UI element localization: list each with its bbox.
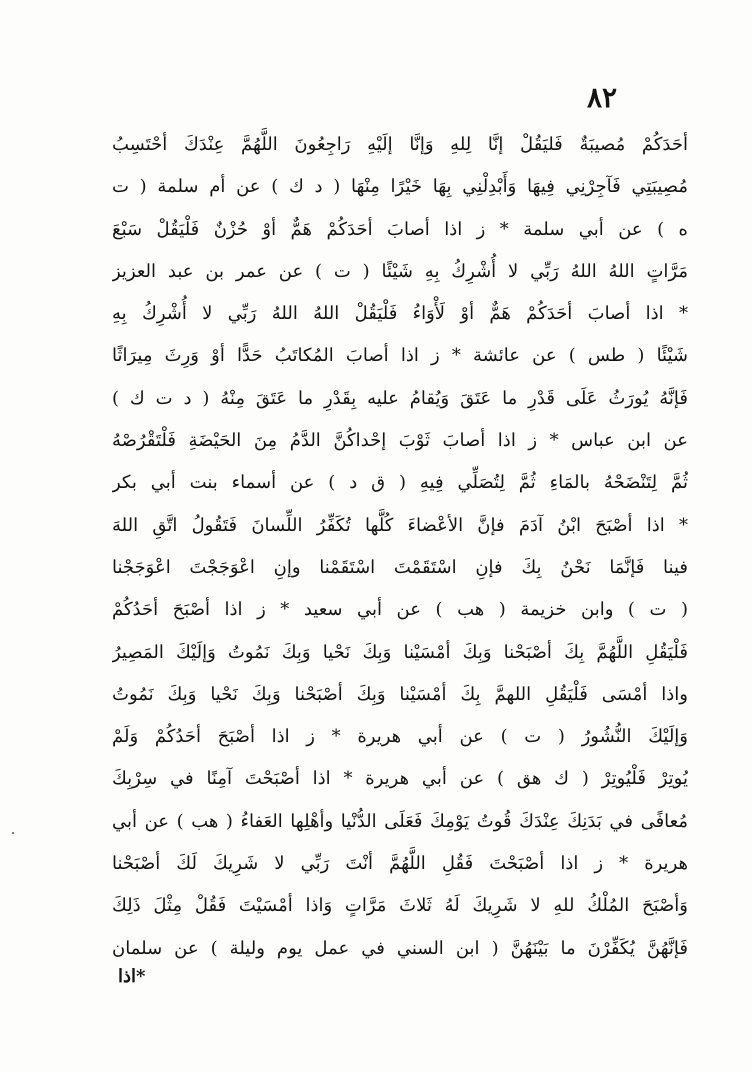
text-line: فينا فَإنَّمَا نَحْنُ بِكَ فإنِ اسْتَقَمْتَ اسْتَقَمْنا وإنِ اعْوَجَجْتَ اعْوَجَجْنا (112, 556, 688, 578)
text-line: ه ) عن أبي سلمة * ز اذا أصابَ أحَدَكُمْ هَمٌّ أوْ حُزْنٌ فَلْيَقُلْ سَبْعَ (112, 218, 688, 240)
text-line: وَإلَيْكَ النُّشُورُ ( ت ) عن أبي هريرة * ز اذا أصْبَحَ أحَدُكُمْ وَلَمْ (112, 726, 688, 748)
text-line: مَرَّاتٍ اللهُ اللهُ رَبِّي لا أُشْرِكُ بِهِ شَيْئًا ( ت ) عن عمر بن عبد العزيز (112, 260, 688, 282)
text-line: أحَدَكُمْ مُصيبَةٌ فَليَقُلْ إنَّا لِلهِ وَإنَّا إلَيْهِ رَاجِعُونَ اللَّهُمَّ عِنْدَكَ أحْتَسِبُ (112, 134, 688, 155)
text-line: واذا أمْسَى فَلْيَقُلِ اللهمَّ بِكَ أمْسَيْنا وَبِكَ أصْبَحْنا وَبِكَ نَحْيا وَبِكَ نَمُوتُ (112, 683, 688, 705)
catchword: *اذا (118, 966, 146, 987)
text-line: يُوتِرْ فَلْيُوتِرْ ( ك هق ) عن أبي هريرة * اذا أصْبَحْتَ آمِنًا في سِرْبِكَ (112, 768, 688, 790)
body-text (112, 124, 688, 970)
text-line: مُعافًى في بَدَنِكَ عِنْدَكَ قُوتُ يَوْمِكَ فَعَلَى الدُّنْيا وأهْلِها العَفاءُ ( هب ) عن أبي (112, 810, 688, 832)
paper-speck (12, 832, 14, 834)
text-line: هريرة * ز اذا أصْبَحْتَ فَقُلِ اللَّهُمَّ أنْتَ رَبِّي لا شَرِيكَ لَكَ أصْبَحْنا (112, 853, 688, 875)
text-line: فَإنَّهُنَّ يُكَفِّرْنَ ما بَيْنَهُنَّ ( ابن السني في عمل يوم وليلة ) عن سلمان (112, 937, 688, 959)
text-line: فَلْيَقُلِ اللَّهُمَّ بِكَ أصْبَحْنا وَبِكَ أمْسَيْنا وَبِكَ نَحْيا وَبِكَ نَمُوتُ وَإلَيْكَ المَصِيرُ (112, 641, 688, 663)
text-line: وَأصْبَحَ المُلْكُ للهِ لا شَرِيكَ لَهُ ثَلاثَ مَرَّاتٍ وَاذا أمْسَيْتَ فَقُلْ مِثْلَ ذَلِكَ (112, 895, 688, 917)
text-line: ( ت ) وابن خزيمة ( هب ) عن أبي سعيد * ز اذا أصْبَحَ أحَدُكُمْ (112, 599, 688, 621)
text-line: مُصِيبَتِي فَآجِرْنِي فِيهَا وَأَبْدِلْنِي بِهَا خَيْرًا مِنْهَا ( د ك ) عن أم سلمة ( ت (112, 176, 688, 198)
text-line: فَإنَّهُ يُورَثُ عَلَى قَدْرِ ما عَتَقَ وَيُقامُ عليه بِقَدْرِ ما عَتَقَ مِنْهُ ( د ت ك ) (112, 387, 688, 409)
text-line: عن ابن عباس * ز اذا أصابَ ثَوْبَ إحْداكُنَّ الدَّمُ مِنَ الحَيْضَةِ فَلْتَقْرُصْهُ (112, 430, 688, 452)
text-line: شَيْئًا ( طس ) عن عائشة * ز اذا أصابَ المُكاتَبُ حَدًّا أوْ وَرِثَ مِيرَاثًا (112, 345, 688, 367)
page-number: ٨٢ (586, 81, 618, 114)
text-line: * اذا أصابَ أحَدَكُمْ هَمٌّ أوْ لَأْوَاءُ فَلْيَقُلْ اللهُ اللهُ رَبِّي لا أُشْرِكُ بِهِ (112, 303, 688, 325)
text-line: ثُمَّ لِتَنْضَحْهُ بالمَاءِ ثُمَّ لِتُصَلِّي فِيهِ ( ق د ) عن أسماء بنت أبي بكر (112, 472, 688, 494)
text-line: * اذا أصْبَحَ ابْنُ آدَمَ فإنَّ الأعْضاءَ كُلَّها تُكَفِّرُ اللِّسانَ فَتَقُولُ اتَّقِ اللهَ (112, 514, 688, 536)
